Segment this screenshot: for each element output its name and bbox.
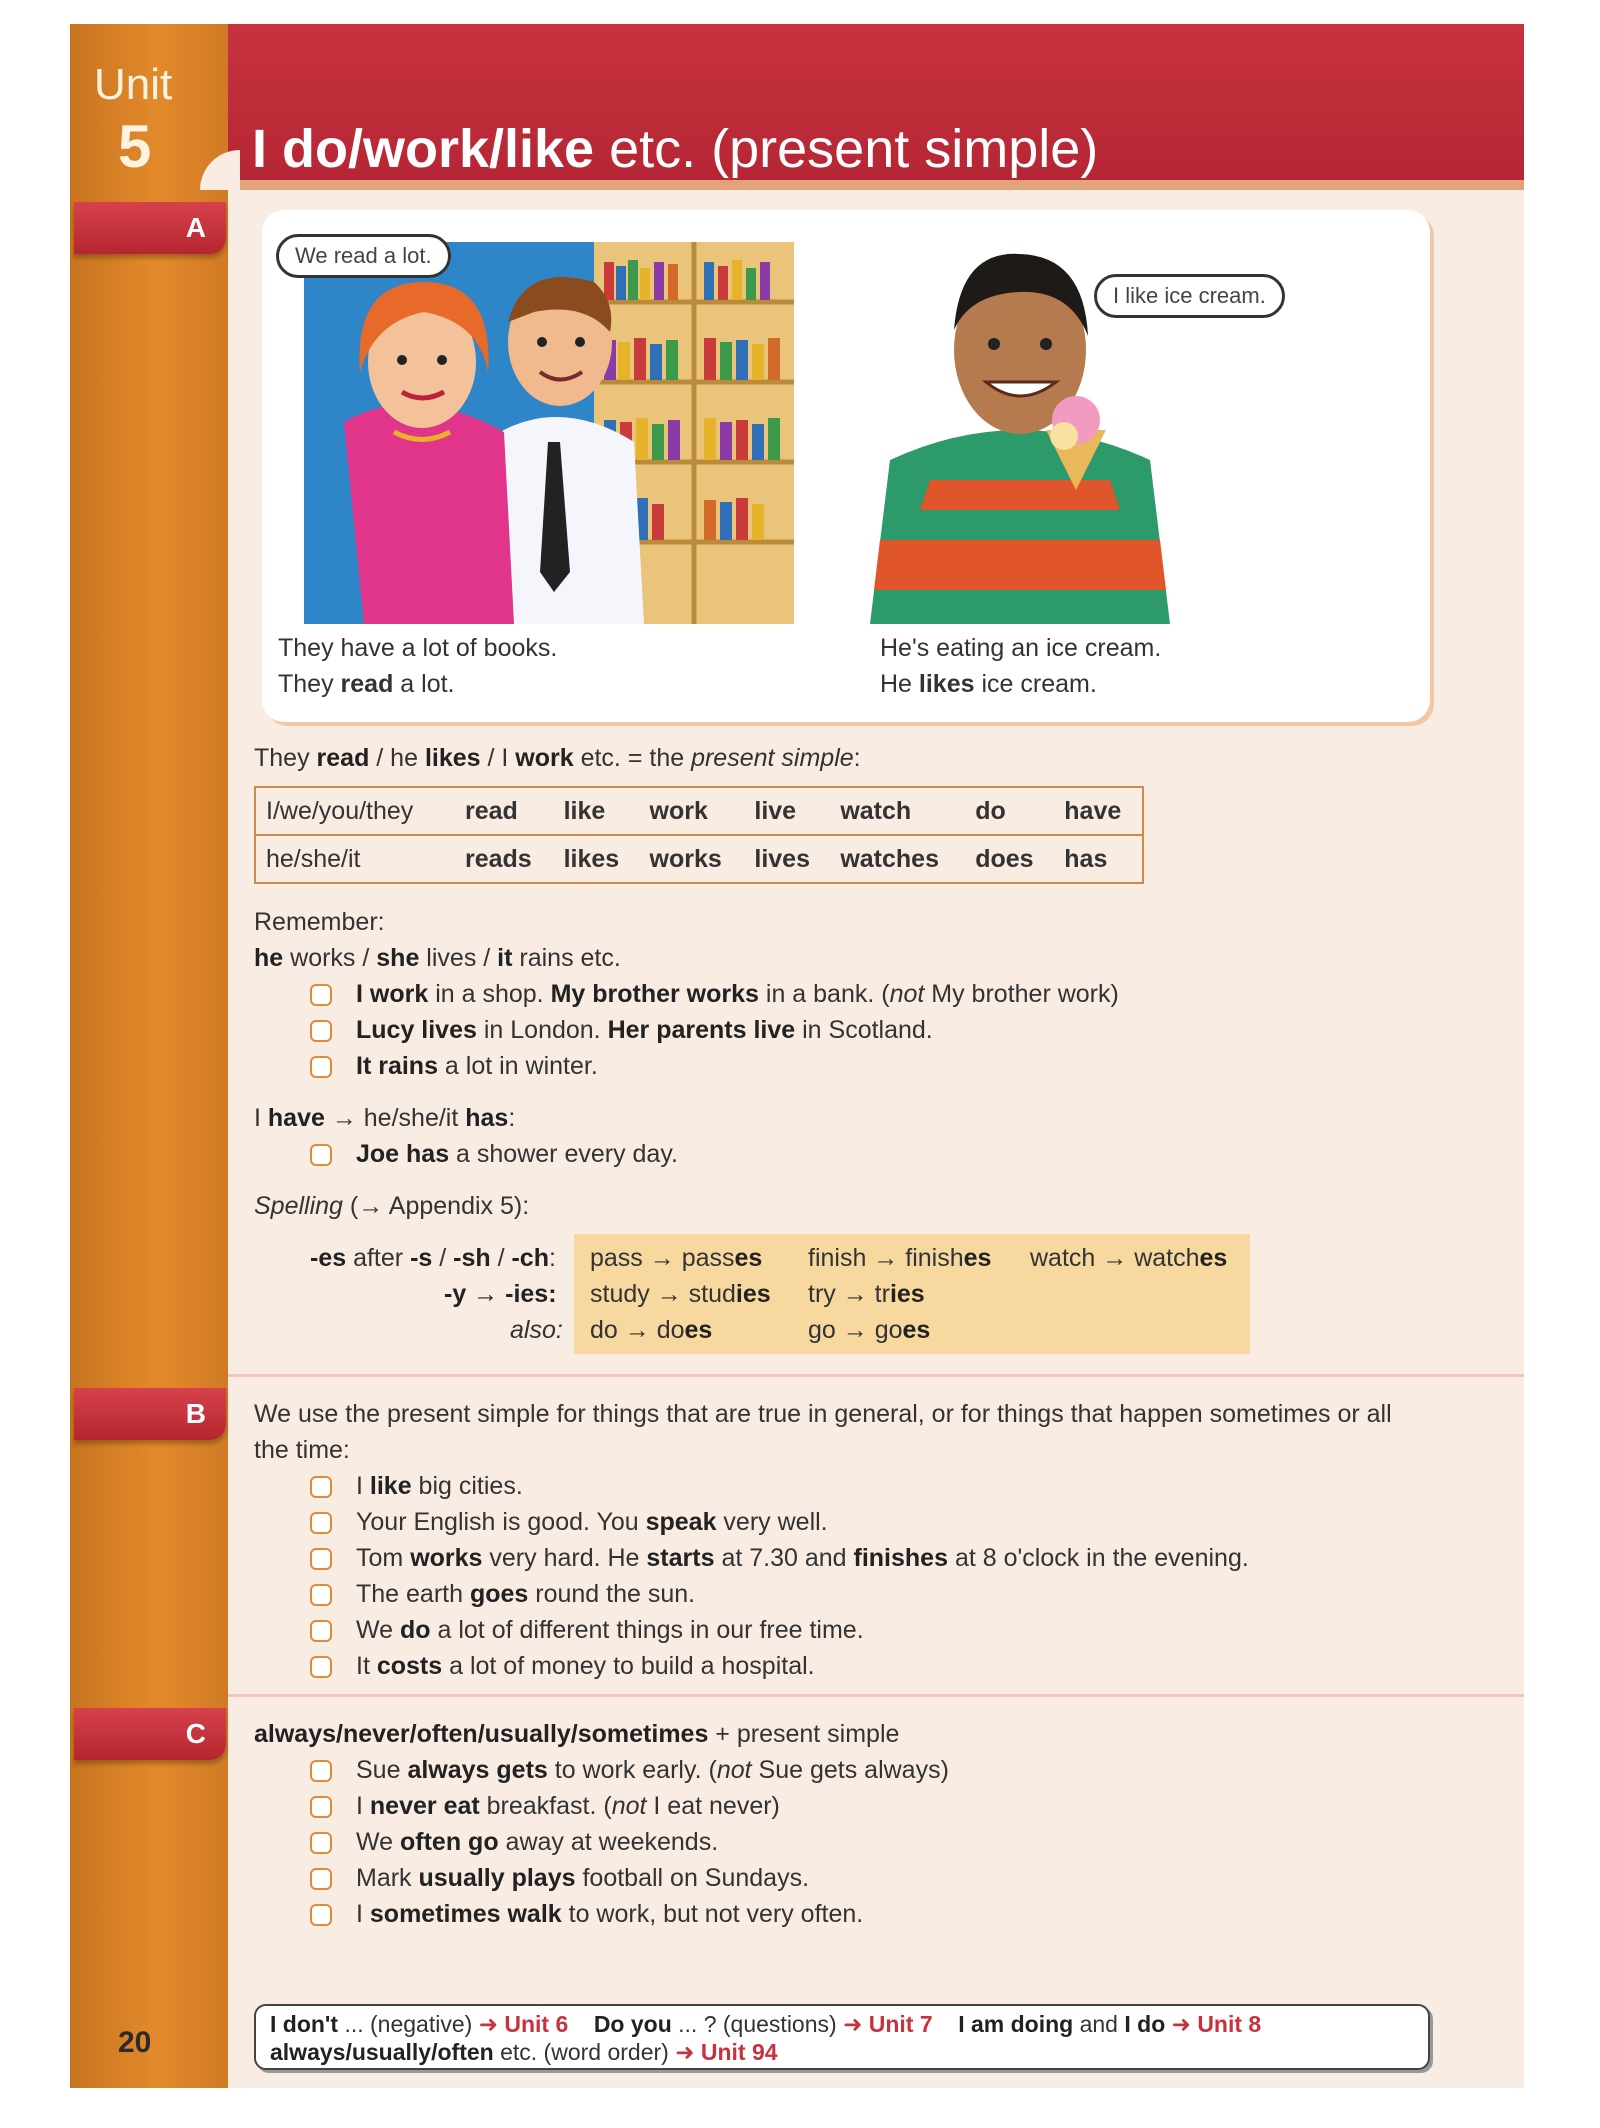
bullet-icon — [310, 1796, 332, 1818]
spelling-example: do → does — [590, 1316, 713, 1344]
spelling-example: watch → watches — [1030, 1244, 1228, 1272]
link-unit-8[interactable]: Unit 8 — [1197, 2011, 1262, 2037]
bullet-icon — [310, 1620, 332, 1642]
table-cell: watches — [840, 844, 939, 873]
unit-number: 5 — [118, 113, 152, 180]
bullet-icon — [310, 1656, 332, 1678]
table-cell: have — [1054, 787, 1143, 835]
example-sentence: It rains a lot in winter. — [356, 1052, 598, 1080]
table-cell: work — [640, 787, 745, 835]
example-sentence: I never eat breakfast. (not I eat never) — [356, 1792, 780, 1820]
example-sentence: Joe has a shower every day. — [356, 1140, 678, 1168]
have-has-rule: I have → he/she/it has: — [254, 1104, 516, 1132]
couple-bookshelf-illustration — [304, 242, 794, 624]
right-caption: He's eating an ice cream. He likes ice cream. — [880, 634, 1162, 698]
example-sentence: Lucy lives in London. Her parents live in Scotland. — [356, 1016, 933, 1044]
bullet-icon — [310, 1904, 332, 1926]
table-cell: read — [455, 787, 554, 835]
spelling-example: finish → finishes — [808, 1244, 992, 1272]
section-tab-a: A — [74, 202, 226, 254]
left-caption: They have a lot of books. They read a lot. — [278, 634, 558, 698]
example-sentence: Mark usually plays football on Sundays. — [356, 1864, 810, 1892]
table-cell: works — [649, 844, 722, 873]
example-sentence: The earth goes round the sun. — [356, 1580, 696, 1608]
table-cell: like — [554, 787, 640, 835]
example-sentence: It costs a lot of money to build a hospital. — [356, 1652, 815, 1680]
verb-forms-table — [254, 786, 1144, 884]
spelling-example: pass → passes — [590, 1244, 763, 1272]
cross-reference-line-1: I don't ... (negative) ➜ Unit 6 Do you ... ? (questions) ➜ Unit 7 I am doing and I do ➜ Unit 8 — [270, 2011, 1262, 2037]
speech-bubble-right: I like ice cream. — [1094, 274, 1285, 318]
spelling-example: study → studies — [590, 1280, 771, 1308]
spelling-rule-ies: -y → -ies: — [444, 1280, 557, 1308]
remember-label: Remember: — [254, 908, 385, 936]
section-tab-c: C — [74, 1708, 226, 1760]
link-unit-7[interactable]: Unit 7 — [868, 2011, 933, 2037]
bullet-icon — [310, 1548, 332, 1570]
cross-reference-box — [254, 2004, 1430, 2070]
example-sentence: We do a lot of different things in our free time. — [356, 1616, 864, 1644]
bullet-icon — [310, 1020, 332, 1042]
section-tab-b: B — [74, 1388, 226, 1440]
example-sentence: Tom works very hard. He starts at 7.30 and finishes at 8 o'clock in the evening. — [356, 1544, 1249, 1572]
page-title: I do/work/like etc. (present simple) — [252, 119, 1099, 179]
example-sentence: I sometimes walk to work, but not very often. — [356, 1900, 864, 1928]
table-cell: does — [975, 844, 1034, 873]
bullet-icon — [310, 1512, 332, 1534]
bullet-icon — [310, 984, 332, 1006]
table-cell: he/she/it — [266, 844, 361, 873]
example-sentence: Sue always gets to work early. (not Sue gets always) — [356, 1756, 949, 1784]
bullet-icon — [310, 1584, 332, 1606]
section-divider — [228, 1374, 1524, 1377]
table-cell: watch — [830, 787, 965, 835]
table-row — [255, 835, 1143, 883]
table-cell: live — [744, 787, 830, 835]
bullet-icon — [310, 1760, 332, 1782]
section-divider — [228, 1694, 1524, 1697]
arrow-right-icon: ➜ — [843, 2011, 863, 2037]
unit-sidebar — [70, 24, 228, 2088]
example-sentence: We often go away at weekends. — [356, 1828, 719, 1856]
spelling-example: go → goes — [808, 1316, 931, 1344]
section-c-intro: always/never/often/usually/sometimes + present simple — [254, 1720, 900, 1748]
example-sentence: Your English is good. You speak very well. — [356, 1508, 828, 1536]
arrow-right-icon: ➜ — [1171, 2011, 1191, 2037]
bullet-icon — [310, 1056, 332, 1078]
table-cell: do — [965, 787, 1054, 835]
spelling-rule-also: also: — [510, 1316, 563, 1344]
page-number: 20 — [118, 2026, 152, 2059]
third-person-rule: he works / she lives / it rains etc. — [254, 944, 621, 972]
bullet-icon — [310, 1144, 332, 1166]
link-unit-6[interactable]: Unit 6 — [504, 2011, 569, 2037]
table-cell: lives — [754, 844, 810, 873]
spelling-example: try → tries — [808, 1280, 925, 1308]
section-b-intro-cont: the time: — [254, 1436, 350, 1464]
table-cell: reads — [465, 844, 532, 873]
section-b-intro: We use the present simple for things that are true in general, or for things that happen sometimes or all — [254, 1400, 1392, 1428]
spelling-title: Spelling (→ Appendix 5): — [254, 1192, 530, 1220]
table-cell: I/we/you/they — [255, 787, 455, 835]
spelling-rule-es: -es after -s / -sh / -ch: — [310, 1244, 556, 1272]
arrow-right-icon: ➜ — [478, 2011, 498, 2037]
present-simple-intro: They read / he likes / I work etc. = the present simple: — [254, 744, 861, 772]
bullet-icon — [310, 1476, 332, 1498]
cross-reference-line-2: always/usually/often etc. (word order) ➜ Unit 94 — [270, 2039, 778, 2065]
unit-label: Unit — [94, 60, 173, 109]
link-unit-94[interactable]: Unit 94 — [700, 2039, 778, 2065]
bullet-icon — [310, 1868, 332, 1890]
speech-bubble-left: We read a lot. — [276, 234, 451, 278]
arrow-right-icon: ➜ — [675, 2039, 695, 2065]
example-sentence: I work in a shop. My brother works in a bank. (not My brother work) — [356, 980, 1119, 1008]
table-cell: has — [1064, 844, 1108, 873]
example-sentence: I like big cities. — [356, 1472, 523, 1500]
bullet-icon — [310, 1832, 332, 1854]
table-row — [255, 787, 1143, 835]
table-cell: likes — [563, 844, 620, 873]
